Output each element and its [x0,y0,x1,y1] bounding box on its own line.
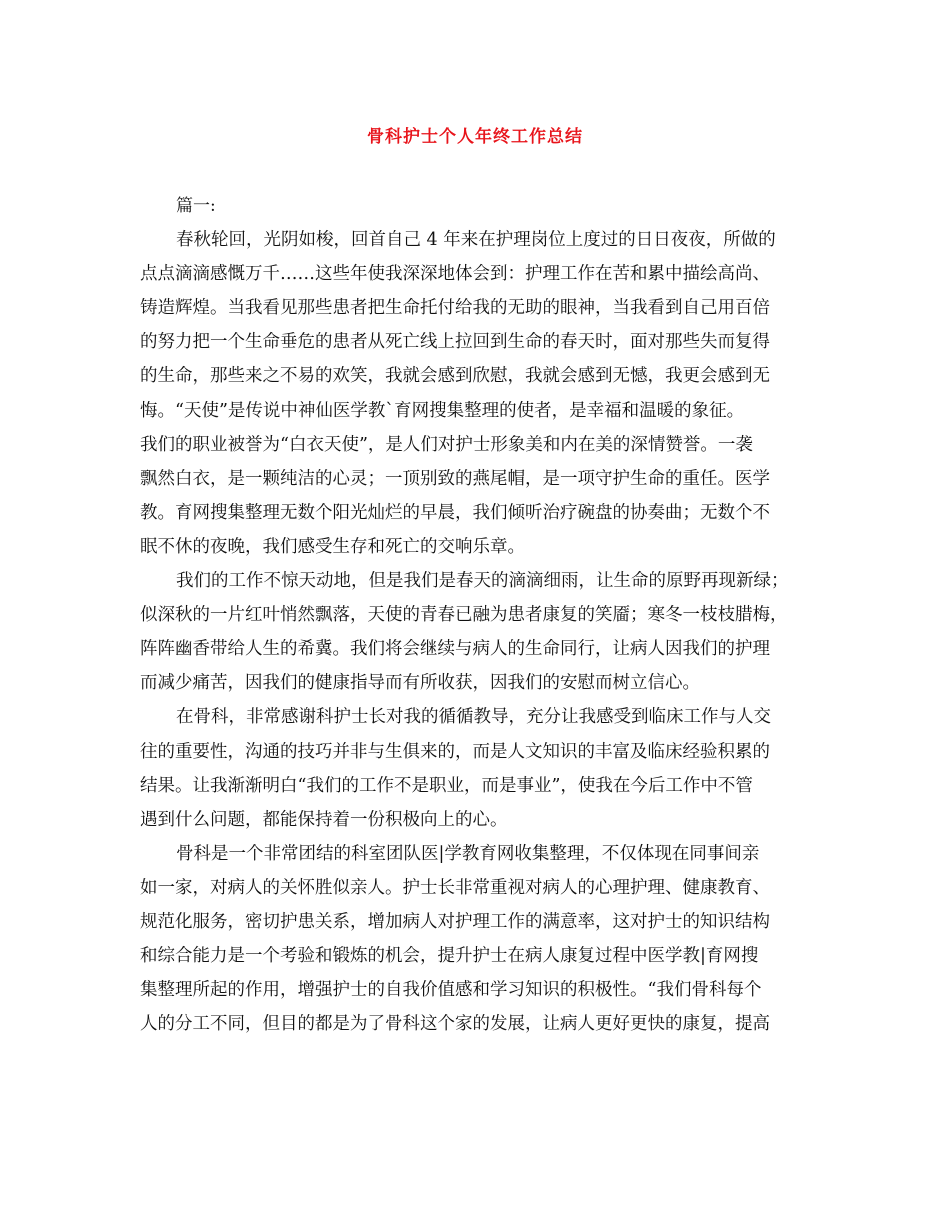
body-text-line: 往的重要性，沟通的技巧并非与生俱来的，而是人文知识的丰富及临床经验积累的 [140,741,770,762]
body-text-line: 春秋轮回，光阴如梭，回首自己 4 年来在护理岗位上度过的日日夜夜，所做的 [176,230,776,250]
body-text-line: 似深秋的一片红叶悄然飘落，天使的青春已融为患者康复的笑靥；寒冬一枝枝腊梅， [140,605,788,626]
body-text-line: 集整理所起的作用，增强护士的自我价值感和学习知识的积极性。“我们骨科每个 [140,980,762,1001]
body-text-line: 而减少痛苦，因我们的健康指导而有所收获，因我们的安慰而树立信心。 [140,673,700,694]
body-text-line: 和综合能力是一个考验和锻炼的机会，提升护士在病人康复过程中医学教|育网搜 [140,946,759,967]
body-text-line: 的努力把一个生命垂危的患者从死亡线上拉回到生命的春天时，面对那些失而复得 [140,332,770,353]
body-text-line: 阵阵幽香带给人生的希冀。我们将会继续与病人的生命同行，让病人因我们的护理 [140,639,770,660]
body-text-line: 悔。“天使”是传说中神仙医学教`育网搜集整理的使者，是幸福和温暖的象征。 [140,400,745,421]
body-text-line: 在骨科，非常感谢科护士长对我的循循教导，充分让我感受到临床工作与人交 [176,707,771,728]
body-text-line: 如一家，对病人的关怀胜似亲人。护士长非常重视对病人的心理护理、健康教育、 [140,877,770,898]
body-text-line: 遇到什么问题，都能保持着一份积极向上的心。 [140,809,508,830]
body-text-line: 教。育网搜集整理无数个阳光灿烂的早晨，我们倾听治疗碗盘的协奏曲；无数个不 [140,502,770,523]
body-text-line: 我们的职业被誉为“白衣天使”，是人们对护士形象美和内在美的深情赞誉。一袭 [140,434,753,455]
body-text-line: 眠不休的夜晚，我们感受生存和死亡的交响乐章。 [140,536,525,557]
body-text-line: 铸造辉煌。当我看见那些患者把生命托付给我的无助的眼神，当我看到自己用百倍 [140,298,770,319]
document-title: 骨科护士个人年终工作总结 [367,127,583,147]
body-text-line: 骨科是一个非常团结的科室团队医|学教育网收集整理，不仅体现在同事间亲 [176,843,760,864]
section-label: 篇一: [176,196,216,216]
body-text-line: 飘然白衣，是一颗纯洁的心灵；一顶别致的燕尾帽，是一项守护生命的重任。医学 [140,468,770,489]
body-text-line: 结果。让我渐渐明白“我们的工作不是职业，而是事业”，使我在今后工作中不管 [140,775,753,796]
body-text-line: 规范化服务，密切护患关系，增加病人对护理工作的满意率，这对护士的知识结构 [140,912,770,932]
body-text-line: 我们的工作不惊天动地，但是我们是春天的滴滴细雨，让生命的原野再现新绿； [176,571,789,591]
body-text-line: 人的分工不同，但目的都是为了骨科这个家的发展，让病人更好更快的康复，提高 [140,1014,770,1035]
body-text-line: 的生命，那些来之不易的欢笑，我就会感到欣慰，我就会感到无憾，我更会感到无 [140,366,770,387]
body-text-line: 点点滴滴感慨万千……这些年使我深深地体会到：护理工作在苦和累中描绘高尚、 [140,264,770,285]
